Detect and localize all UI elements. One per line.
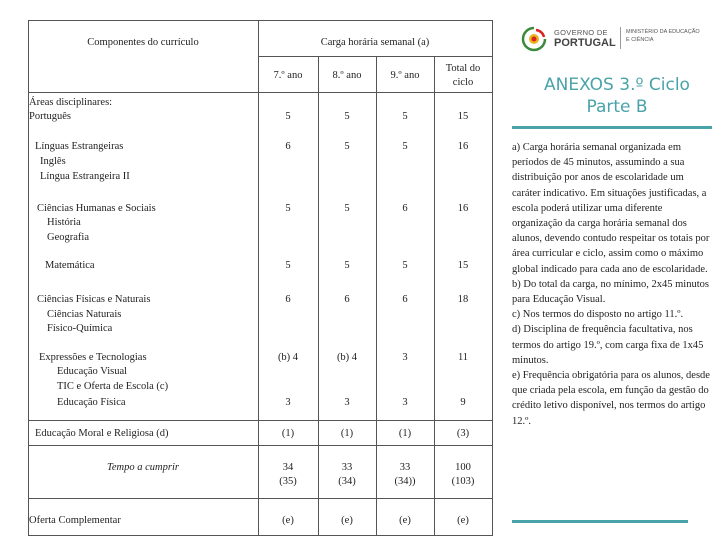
cell: 100 xyxy=(455,462,471,473)
row-tempo: Tempo a cumprir xyxy=(107,462,179,473)
title-line1: ANEXOS 3.º Ciclo xyxy=(544,75,690,95)
cell: (34) xyxy=(338,476,356,487)
cell: (35) xyxy=(279,476,297,487)
header-total-1: Total do xyxy=(445,63,481,74)
row-linguas: Línguas Estrangeiras xyxy=(35,141,124,152)
cell: 16 xyxy=(457,141,469,152)
cell: 15 xyxy=(457,111,469,122)
logo-ministry-line2: E CIÊNCIA xyxy=(626,37,654,43)
side-panel xyxy=(498,0,728,546)
cell: (e) xyxy=(282,515,294,526)
title-underline xyxy=(512,126,712,129)
cell: 5 xyxy=(344,111,350,122)
cell: (b) 4 xyxy=(336,352,358,363)
note-b: b) Do total da carga, no mínimo, 2x45 minutos para Educação Visual. xyxy=(512,278,709,306)
row-ciencias-naturais: Ciências Naturais xyxy=(47,309,122,320)
header-year-9: 9.º ano xyxy=(390,70,420,81)
row-oferta: Oferta Complementar xyxy=(29,515,121,526)
cell: 5 xyxy=(402,141,408,152)
row-moral: Educação Moral e Religiosa (d) xyxy=(35,428,169,439)
note-d: d) Disciplina de frequência facultativa, nos termos do artigo 19.º, com carga fixa de 1x45 minutos. xyxy=(512,324,704,366)
cell: 5 xyxy=(344,203,350,214)
row-educacao-fisica: Educação Física xyxy=(57,397,126,408)
row-fisicas: Ciências Físicas e Naturais xyxy=(37,294,151,305)
cell: 5 xyxy=(285,203,291,214)
cell: 3 xyxy=(402,352,408,363)
row-matematica: Matemática xyxy=(45,260,95,271)
cell: 3 xyxy=(285,397,291,408)
areas-label: Áreas disciplinares: xyxy=(29,97,113,108)
curriculum-table xyxy=(28,20,492,536)
cell: 3 xyxy=(402,397,408,408)
note-e: e) Frequência obrigatória para os alunos, desde que criada pela escola, em função da gestão do crédito letivo disponível, nos termos do artigo 12.º. xyxy=(512,370,710,427)
page-title xyxy=(522,74,712,118)
cell: (e) xyxy=(457,515,469,526)
row-humanas: Ciências Humanas e Sociais xyxy=(37,203,156,214)
row-ingles: Inglês xyxy=(40,156,66,167)
logo-gov-line2: PORTUGAL xyxy=(554,37,616,49)
cell: 5 xyxy=(285,111,291,122)
header-load: Carga horária semanal (a) xyxy=(320,37,430,48)
cell: 9 xyxy=(460,397,466,408)
logo-gov-line1: GOVERNO DE xyxy=(554,28,608,37)
row-expressoes: Expressões e Tecnologias xyxy=(39,352,147,363)
cell: 16 xyxy=(457,203,469,214)
cell: 6 xyxy=(285,141,291,152)
cell: 11 xyxy=(457,352,469,363)
cell: 5 xyxy=(344,141,350,152)
footnotes xyxy=(512,140,712,429)
cell: 5 xyxy=(285,260,291,271)
cell: (103) xyxy=(451,476,475,487)
cell: 5 xyxy=(402,260,408,271)
title-line2: Parte B xyxy=(586,97,648,117)
row-historia: História xyxy=(47,217,81,228)
cell: 5 xyxy=(402,111,408,122)
cell: (e) xyxy=(399,515,411,526)
note-c: c) Nos termos do disposto no artigo 11.º. xyxy=(512,309,684,321)
cell: 6 xyxy=(402,203,408,214)
cell: (1) xyxy=(398,428,412,439)
government-logo xyxy=(520,24,710,54)
header-year-7: 7.º ano xyxy=(273,70,303,81)
row-lingua-ii: Língua Estrangeira II xyxy=(40,171,130,182)
cell: 3 xyxy=(344,397,350,408)
cell: 6 xyxy=(285,294,291,305)
cell: 6 xyxy=(402,294,408,305)
row-portugues: Português xyxy=(29,111,71,122)
logo-divider xyxy=(620,27,621,49)
cell: 33 xyxy=(399,462,411,473)
cell: (1) xyxy=(281,428,295,439)
header-components: Componentes do currículo xyxy=(87,37,199,48)
portugal-emblem-icon xyxy=(520,24,550,54)
row-fisico-quimica: Físico-Química xyxy=(47,323,113,334)
cell: 6 xyxy=(344,294,350,305)
row-geografia: Geografia xyxy=(47,232,89,243)
cell: (3) xyxy=(456,428,470,439)
cell: 33 xyxy=(341,462,353,473)
bottom-bar xyxy=(512,520,688,523)
header-year-8: 8.º ano xyxy=(332,70,362,81)
cell: 15 xyxy=(457,260,469,271)
header-total-2: ciclo xyxy=(452,77,474,88)
cell: (1) xyxy=(340,428,354,439)
cell: 18 xyxy=(457,294,469,305)
note-a: a) Carga horária semanal organizada em períodos de 45 minutos, assumindo a sua distribuição por anos de escolaridade um caráter indicativo. Em situações justificadas, a escola poderá utilizar uma diferente organização da carga horária semanal dos alunos, devendo contudo respeitar os totais por área curricular e ciclo, assim como o máximo global indicado para cada ano de escolaridade. xyxy=(512,142,710,275)
row-educacao-visual: Educação Visual xyxy=(57,366,128,377)
cell: (b) 4 xyxy=(277,352,299,363)
logo-ministry-line1: MINISTÉRIO DA EDUCAÇÃO xyxy=(626,29,700,35)
cell: 34 xyxy=(282,462,294,473)
row-tic: TIC e Oferta de Escola (c) xyxy=(57,381,169,392)
cell: 5 xyxy=(344,260,350,271)
cell: (e) xyxy=(341,515,353,526)
cell: (34)) xyxy=(394,476,416,487)
